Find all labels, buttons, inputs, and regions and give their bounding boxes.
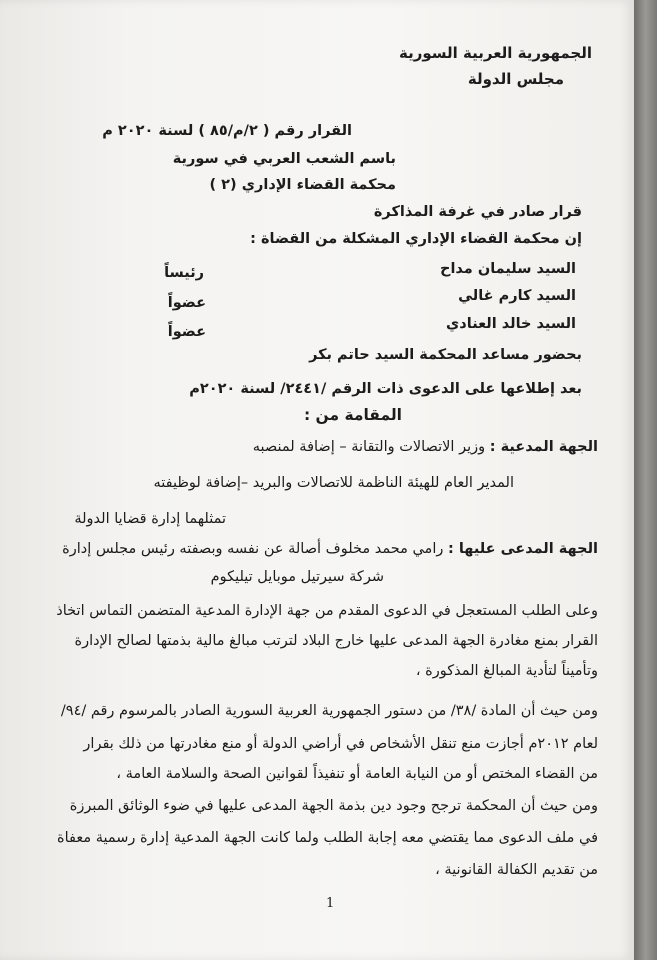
preamble-court: محكمة القضاء الإداري (٢ ) — [209, 177, 396, 193]
judge-name: السيد سليمان مداح — [440, 261, 576, 277]
plaintiff-label: الجهة المدعية : — [489, 439, 598, 455]
filed-by-heading: المقامة من : — [303, 406, 402, 424]
body-line: وتأميناً لتأدية المبالغ المذكورة ، — [415, 663, 598, 679]
judge-role: عضواً — [167, 295, 206, 311]
judge-role: عضواً — [167, 324, 206, 340]
preamble-formed: إن محكمة القضاء الإداري المشكلة من القضاة : — [250, 231, 582, 247]
body-line: في ملف الدعوى مما يقتضي معه إجابة الطلب ولما كانت الجهة المدعية إدارة رسمية معفاة — [56, 830, 598, 846]
body-line: من القضاء المختص أو من النيابة العامة أو تنفيذاً لقوانين الصحة والسلامة العامة ، — [116, 766, 598, 782]
defendant-line-1: الجهة المدعى عليها : رامي محمد مخلوف أصالة عن نفسه وبصفته رئيس مجلس إدارة — [62, 541, 598, 557]
body-line: القرار بمنع مغادرة الجهة المدعى عليها خارج البلاد لترتب مبالغ مالية بذمتها لصالح الإدارة — [74, 633, 598, 649]
body-line: وعلى الطلب المستعجل في الدعوى المقدم من جهة الإدارة المدعية المتضمن التماس اتخاذ — [56, 603, 598, 619]
defendant-line-2: شركة سيرتيل موبايل تيليكوم — [210, 569, 384, 585]
assistant-line: بحضور مساعد المحكمة السيد حاتم بكر — [309, 347, 582, 363]
decision-number: القرار رقم ( ٢/م/٨٥ ) لسنة ٢٠٢٠ م — [102, 123, 352, 139]
body-line: ومن حيث أن المادة /٣٨/ من دستور الجمهورية العربية السورية الصادر بالمرسوم رقم /٩٤/ — [60, 703, 598, 719]
body-line: لعام ٢٠١٢م أجازت منع تنقل الأشخاص في أراضي الدولة أو منع مغادرتها من ذلك بقرار — [83, 736, 598, 752]
judge-name: السيد كارم غالي — [458, 288, 576, 304]
review-line: بعد إطلاعها على الدعوى ذات الرقم /٢٤٤١/ لسنة ٢٠٢٠م — [189, 381, 582, 397]
judge-name: السيد خالد العنادي — [446, 316, 576, 332]
page-number: 1 — [326, 896, 335, 911]
header-council: مجلس الدولة — [467, 70, 564, 88]
plaintiff-line-1: الجهة المدعية : وزير الاتصالات والتقانة – إضافة لمنصبه — [252, 439, 598, 455]
plaintiff-line-3: تمثلهما إدارة قضايا الدولة — [74, 511, 226, 527]
preamble-issued: قرار صادر في غرفة المذاكرة — [373, 204, 582, 220]
header-country: الجمهورية العربية السورية — [399, 44, 592, 62]
background-edge — [634, 0, 657, 960]
defendant-label: الجهة المدعى عليها : — [447, 541, 598, 557]
preamble-in-name: باسم الشعب العربي في سورية — [172, 151, 396, 167]
plaintiff-line-2: المدير العام للهيئة الناظمة للاتصالات والبريد –إضافة لوظيفته — [153, 475, 514, 491]
body-line: من تقديم الكفالة القانونية ، — [435, 862, 598, 878]
body-line: ومن حيث أن المحكمة ترجح وجود دين بذمة الجهة المدعى عليها في ضوء الوثائق المبرزة — [69, 798, 598, 814]
judge-role: رئيساً — [164, 265, 204, 281]
